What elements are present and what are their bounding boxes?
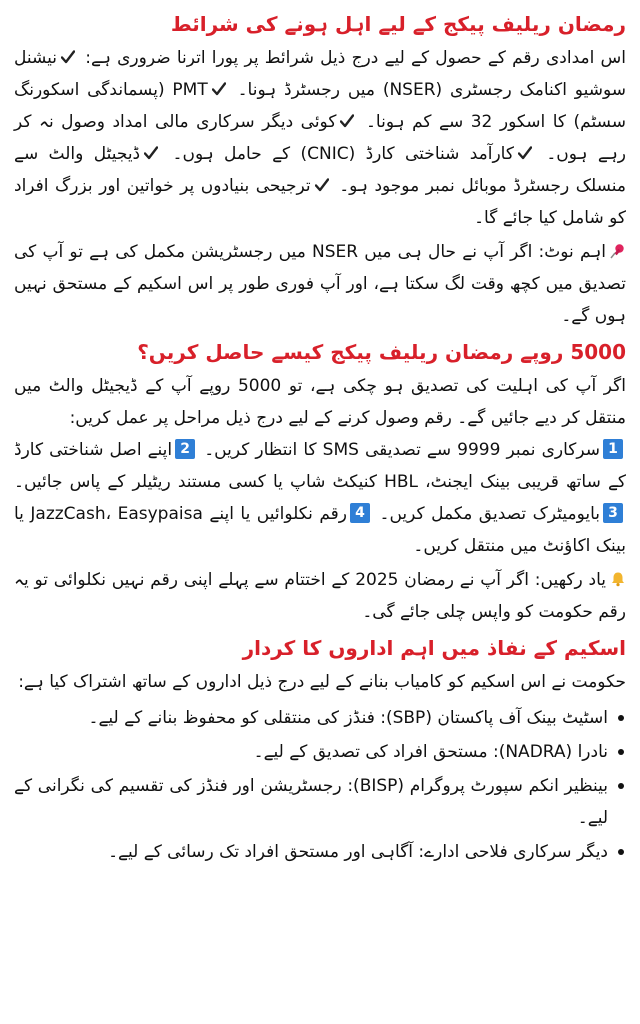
eligibility-intro: اس امدادی رقم کے حصول کے لیے درج ذیل شرائط پر پورا اترنا ضروری ہے: bbox=[85, 48, 626, 68]
condition-item: PMT (پسماندگی اسکورنگ سسٹم) کا اسکور 32 سے کم ہونا۔ bbox=[14, 80, 626, 132]
reminder-note bbox=[14, 564, 626, 628]
condition-item: کوئی دیگر سرکاری مالی امداد وصول نہ کر رہے ہوں۔ bbox=[14, 112, 627, 164]
check-icon bbox=[144, 146, 158, 160]
important-note bbox=[14, 236, 626, 332]
institutions-heading: اسکیم کے نفاذ میں اہم اداروں کا کردار bbox=[242, 636, 626, 660]
check-icon bbox=[212, 82, 226, 96]
how-to-get-intro: اگر آپ کی اہلیت کی تصدیق ہو چکی ہے، تو 5000 روپے آپ کے ڈیجیٹل والٹ میں منتقل کر دیے جائیں گے۔ رقم وصول کرنے کے لیے درج ذیل مراحل پر عمل کریں: bbox=[14, 376, 626, 428]
list-item: بینظیر انکم سپورٹ پروگرام (BISP): رجسٹریشن اور فنڈز کی تقسیم کی نگرانی کے لیے۔ bbox=[14, 770, 608, 834]
step-text: سرکاری نمبر 9999 سے تصدیقی SMS کا انتظار کریں۔ bbox=[204, 440, 600, 460]
important-note-text: اہم نوٹ: اگر آپ نے حال ہی میں NSER میں رجسٹریشن مکمل کی ہے تو آپ کی تصدیق میں کچھ وقت لگ سکتا ہے، اور آپ فوری طور پر اس اسکیم کے مستحق نہیں ہوں گے۔ bbox=[14, 242, 626, 326]
step-text: رقم نکلوائیں یا اپنے JazzCash، Easypaisa یا بینک اکاؤنٹ میں منتقل کریں۔ bbox=[14, 504, 626, 556]
check-icon bbox=[315, 178, 329, 192]
check-icon bbox=[340, 114, 354, 128]
check-icon bbox=[518, 146, 532, 160]
eligibility-heading: رمضان ریلیف پیکج کے لیے اہل ہونے کی شرائط bbox=[170, 12, 626, 36]
step-number-badge: 3 bbox=[603, 503, 623, 523]
condition-item: ڈیجیٹل والٹ سے منسلک رجسٹرڈ موبائل نمبر موجود ہو۔ bbox=[14, 144, 627, 196]
list-item: دیگر سرکاری فلاحی ادارے: آگاہی اور مستحق افراد تک رسائی کے لیے۔ bbox=[14, 836, 608, 868]
institutions-list bbox=[14, 702, 626, 868]
steps-paragraph bbox=[14, 434, 626, 562]
bell-icon bbox=[610, 571, 626, 587]
list-item: اسٹیٹ بینک آف پاکستان (SBP): فنڈز کی منتقلی کو محفوظ بنانے کے لیے۔ bbox=[14, 702, 608, 734]
list-item: نادرا (NADRA): مستحق افراد کی تصدیق کے لیے۔ bbox=[14, 736, 608, 768]
condition-item: کارآمد شناختی کارڈ (CNIC) کے حامل ہوں۔ bbox=[172, 144, 514, 164]
condition-item: ترجیحی بنیادوں پر خواتین اور بزرگ افراد کو شامل کیا جائے گا۔ bbox=[14, 176, 626, 228]
condition-item: نیشنل سوشیو اکنامک رجسٹری (NSER) میں رجسٹرڈ ہونا۔ bbox=[14, 48, 626, 100]
reminder-text: یاد رکھیں: اگر آپ نے رمضان 2025 کے اختتام سے پہلے اپنی رقم نہیں نکلوائی تو یہ رقم حکومت کو واپس چلی جائے گی۔ bbox=[14, 570, 626, 622]
institutions-intro: حکومت نے اس اسکیم کو کامیاب بنانے کے لیے درج ذیل اداروں کے ساتھ اشتراک کیا ہے: bbox=[18, 672, 626, 692]
step-number-badge: 2 bbox=[175, 439, 195, 459]
eligibility-paragraph bbox=[14, 42, 626, 234]
step-number-badge: 4 bbox=[350, 503, 370, 523]
check-icon bbox=[61, 50, 75, 64]
step-number-badge: 1 bbox=[603, 439, 623, 459]
how-to-get-heading: 5000 روپے رمضان ریلیف پیکج کیسے حاصل کریں؟ bbox=[137, 340, 626, 364]
step-text: اپنے اصل شناختی کارڈ کے ساتھ قریبی بینک ایجنٹ، HBL کنیکٹ شاپ یا کسی مستند ریٹیلر کے پاس جائیں۔ bbox=[14, 440, 627, 492]
step-text: بایومیٹرک تصدیق مکمل کریں۔ bbox=[379, 504, 600, 524]
pushpin-icon bbox=[610, 243, 626, 259]
